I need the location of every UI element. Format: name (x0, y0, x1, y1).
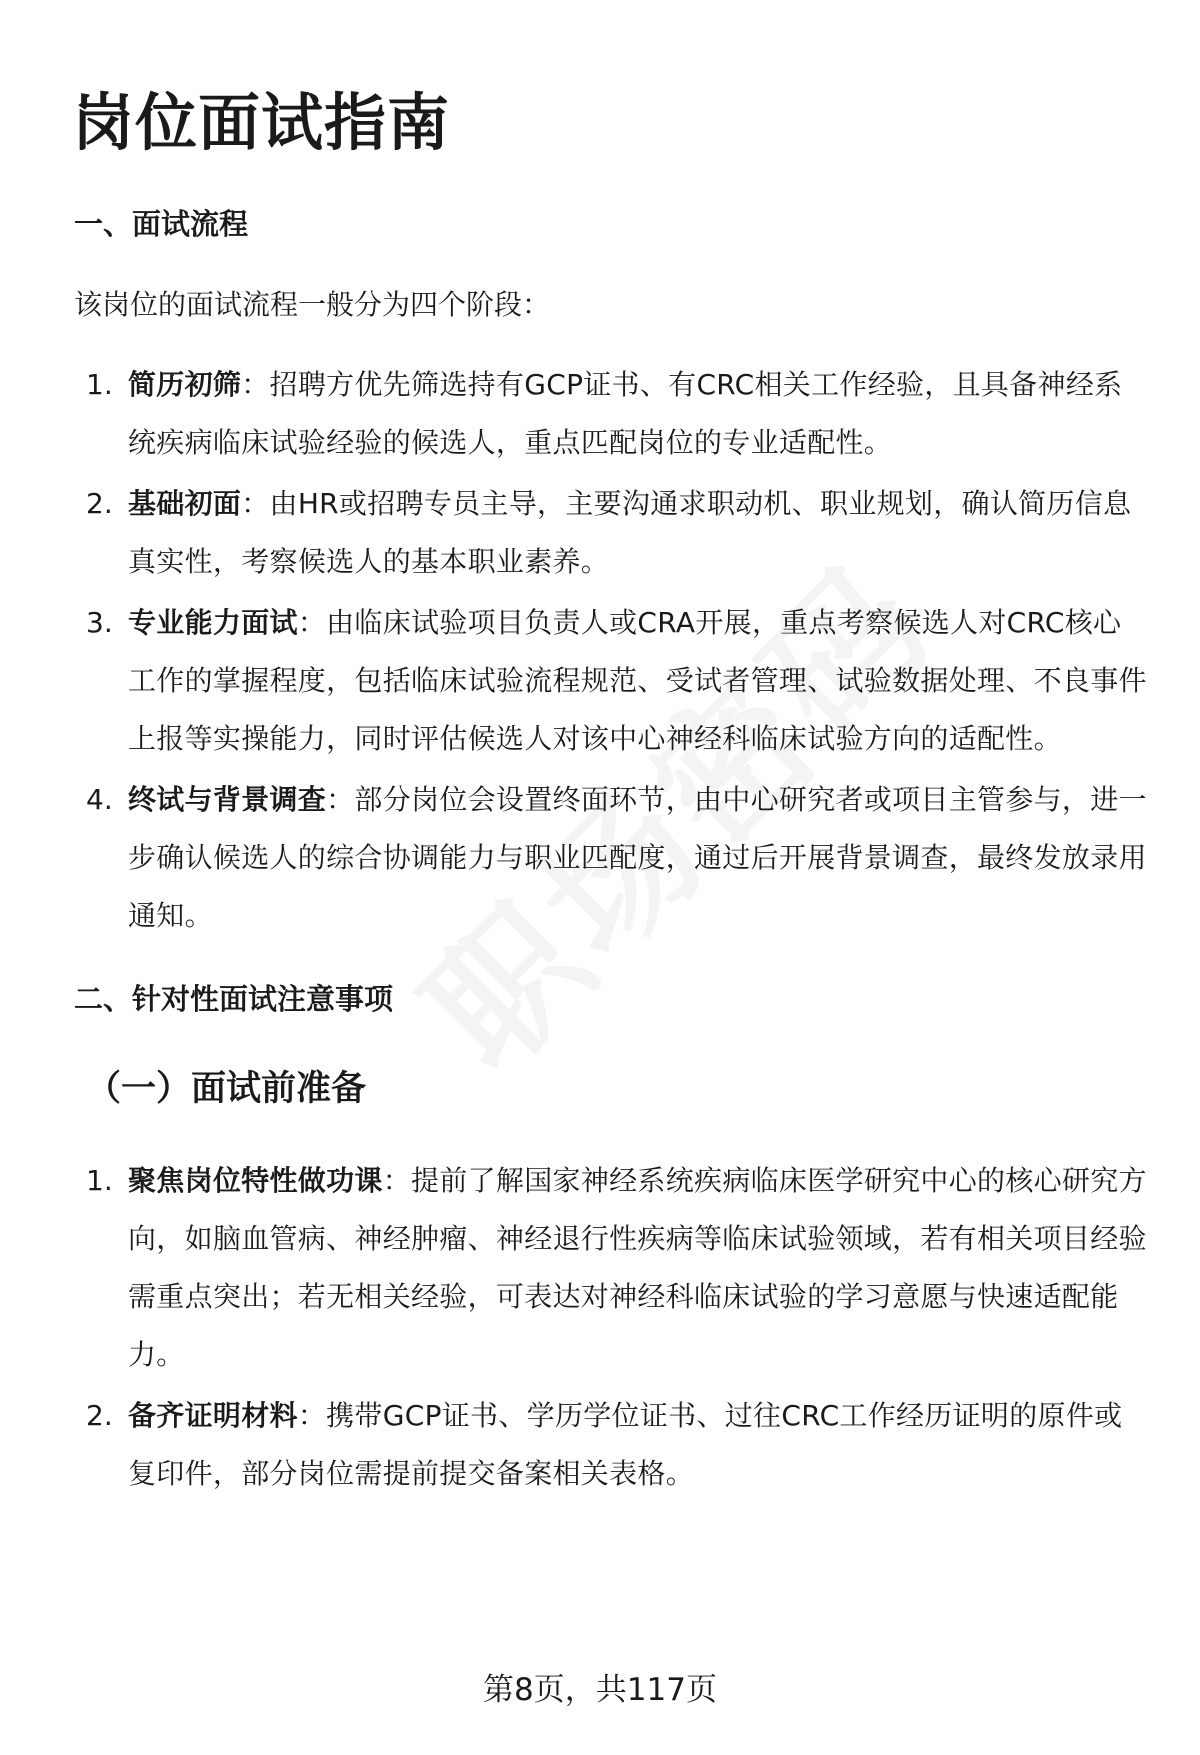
list-item-term: 聚焦岗位特性做功课 (128, 1164, 383, 1197)
list-item-separator: ： (241, 487, 270, 520)
list-item-term: 基础初面 (128, 487, 242, 520)
list-item (0, 475, 1200, 591)
page-number: 第8页，共117页 (483, 1672, 717, 1708)
subsection-heading-preparation: （一）面试前准备 (86, 1069, 367, 1109)
list-item-number: 4. (86, 783, 113, 816)
list-item-text (128, 1387, 1148, 1503)
list-item (0, 1152, 1200, 1384)
list-item-body: 招聘方优先筛选持有GCP证书、有CRC相关工作经验，且具备神经系统疾病临床试验经验的候选人，重点匹配岗位的专业适配性。 (128, 368, 1123, 459)
list-item-text (128, 771, 1148, 945)
list-item-body: 由临床试验项目负责人或CRA开展，重点考察候选人对CRC核心工作的掌握程度，包括临床试验流程规范、受试者管理、试验数据处理、不良事件上报等实操能力，同时评估候选人对该中心神经科临床试验方向的适配性。 (128, 606, 1147, 755)
list-item-number: 1. (86, 1164, 113, 1197)
list-item (0, 771, 1200, 945)
list-item-term: 终试与背景调查 (128, 783, 327, 816)
list-item-text (128, 594, 1148, 768)
list-item-body: 提前了解国家神经系统疾病临床医学研究中心的核心研究方向，如脑血管病、神经肿瘤、神经退行性疾病等临床试验领域，若有相关项目经验需重点突出；若无相关经验，可表达对神经科临床试验的学习意愿与快速适配能力。 (128, 1164, 1147, 1371)
list-item-term: 专业能力面试 (128, 606, 298, 639)
section-heading-process: 一、面试流程 (74, 207, 249, 241)
list-item-text (128, 475, 1148, 591)
process-steps-list (0, 356, 1200, 948)
list-item (0, 594, 1200, 768)
list-item-number: 2. (86, 1399, 113, 1432)
list-item-term: 简历初筛 (128, 368, 242, 401)
section-heading-notes: 二、针对性面试注意事项 (74, 982, 394, 1016)
list-item-separator: ： (382, 1164, 412, 1197)
list-item-text (128, 356, 1148, 472)
list-item-body: 携带GCP证书、学历学位证书、过往CRC工作经历证明的原件或复印件，部分岗位需提前提交备案相关表格。 (128, 1399, 1123, 1490)
page-title: 岗位面试指南 (72, 86, 451, 159)
list-item-separator: ： (241, 368, 270, 401)
list-item-body: 由HR或招聘专员主导，主要沟通求职动机、职业规划，确认简历信息真实性，考察候选人的基本职业素养。 (128, 487, 1132, 578)
list-item-number: 3. (86, 606, 113, 639)
list-item-term: 备齐证明材料 (128, 1399, 298, 1432)
section-intro: 该岗位的面试流程一般分为四个阶段： (74, 288, 551, 321)
list-item-separator: ： (326, 783, 355, 816)
list-item-separator: ： (297, 606, 327, 639)
list-item-number: 1. (86, 368, 113, 401)
preparation-list (0, 1152, 1200, 1506)
list-item (0, 1387, 1200, 1503)
list-item-number: 2. (86, 487, 113, 520)
list-item-text (128, 1152, 1148, 1384)
list-item (0, 356, 1200, 472)
list-item-body: 部分岗位会设置终面环节，由中心研究者或项目主管参与，进一步确认候选人的综合协调能力与职业匹配度，通过后开展背景调查，最终发放录用通知。 (128, 783, 1147, 932)
list-item-separator: ： (297, 1399, 327, 1432)
